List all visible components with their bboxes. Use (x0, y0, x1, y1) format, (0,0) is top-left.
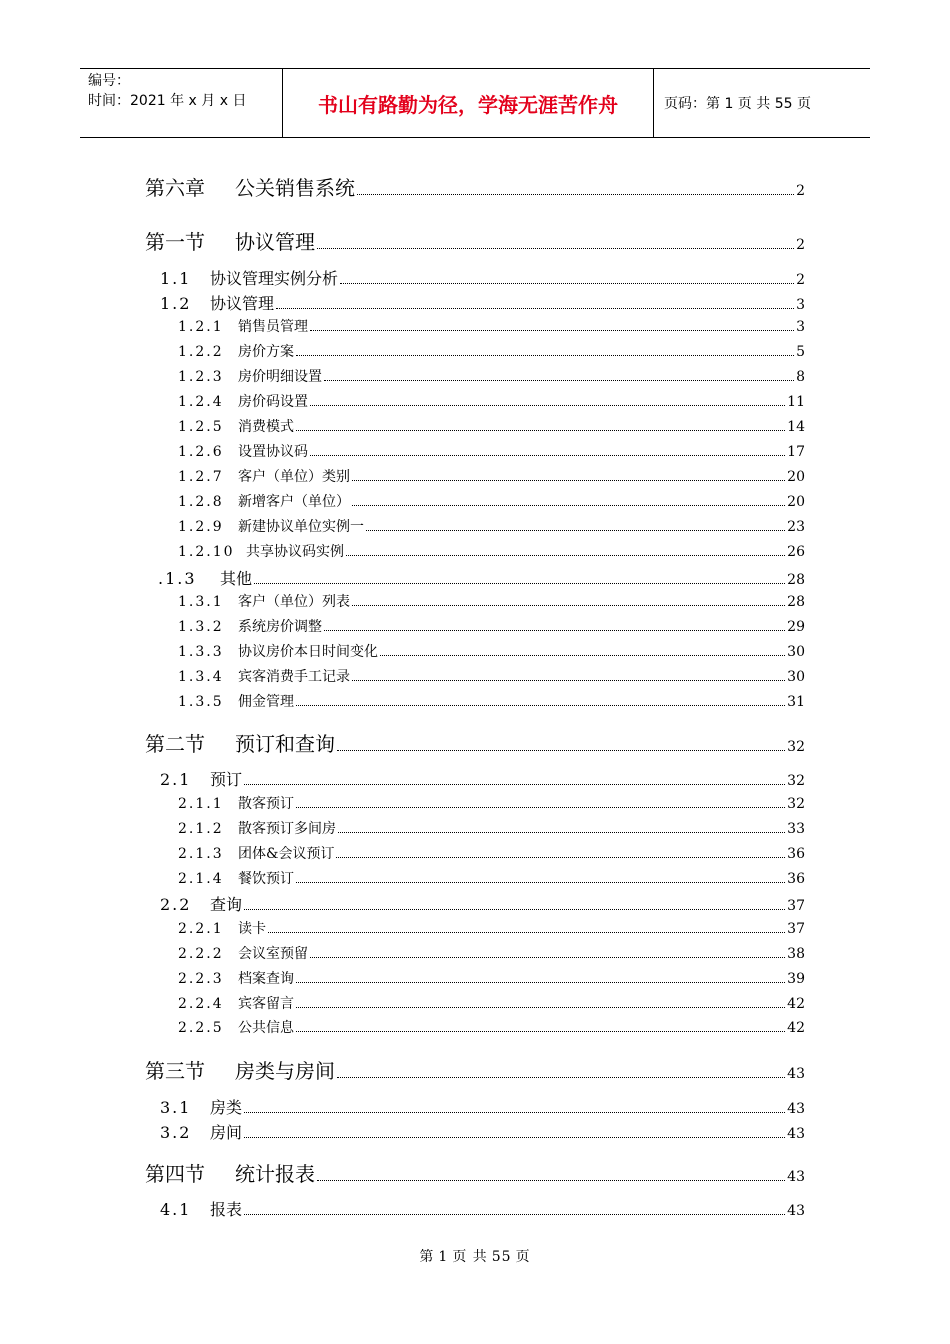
toc-page: 32 (787, 739, 805, 755)
toc-leader (296, 705, 785, 706)
toc-page: 20 (787, 469, 805, 485)
toc-leader (324, 630, 785, 631)
toc-entry[interactable] (178, 818, 805, 838)
footer-page-number: 1 (438, 1249, 449, 1265)
toc-entry[interactable] (178, 968, 805, 988)
toc-leader (296, 430, 785, 431)
toc-title: 房类 (210, 1098, 243, 1117)
toc-entry[interactable] (178, 366, 805, 386)
toc-title: 餐饮预订 (238, 871, 294, 887)
toc-title: 预订 (210, 770, 243, 789)
toc-leader (338, 832, 785, 833)
toc-title: 协议管理实例分析 (210, 269, 339, 288)
footer-middle: 页 共 (452, 1249, 488, 1265)
toc-title: 散客预订多间房 (238, 821, 336, 837)
toc-title: 设置协议码 (238, 444, 308, 460)
toc-entry[interactable] (178, 341, 805, 361)
toc-page: 3 (796, 297, 805, 313)
toc-leader (324, 380, 794, 381)
toc-page: 11 (787, 394, 805, 410)
toc-title: 宾客消费手工记录 (238, 669, 350, 685)
toc-title: 统计报表 (235, 1162, 315, 1186)
toc-entry[interactable] (145, 1055, 805, 1084)
toc-title: 佣金管理 (238, 694, 294, 710)
toc-number: 第六章 (145, 176, 205, 200)
toc-title: 宾客留言 (238, 996, 294, 1012)
toc-leader (268, 932, 785, 933)
toc-number: 第四节 (145, 1162, 205, 1186)
toc-leader (337, 1077, 785, 1078)
toc-number: 1.1 (160, 269, 192, 288)
toc-number: 1.2.5 (178, 419, 224, 435)
toc-entry[interactable] (178, 793, 805, 813)
toc-leader (337, 750, 785, 751)
toc-title: 客户（单位）列表 (238, 594, 350, 610)
toc-number: 2.1 (160, 770, 192, 789)
toc-title: 房类与房间 (235, 1059, 335, 1083)
header-page-info: 页码：第 1 页 共 55 页 (664, 96, 811, 112)
toc-page: 14 (787, 419, 805, 435)
toc-number: 1.2.10 (178, 544, 235, 560)
toc-leader (296, 1007, 785, 1008)
toc-number: 1.2.6 (178, 444, 224, 460)
toc-leader (254, 583, 785, 584)
toc-leader (380, 655, 785, 656)
toc-number: 1.3.4 (178, 669, 224, 685)
toc-page: 43 (787, 1203, 805, 1219)
toc-leader (276, 308, 794, 309)
toc-entry[interactable] (178, 918, 805, 938)
toc-page: 36 (787, 846, 805, 862)
toc-page: 36 (787, 871, 805, 887)
toc-number: 1.3.3 (178, 644, 224, 660)
toc-leader (357, 194, 794, 195)
toc-title: 读卡 (238, 921, 266, 937)
toc-entry[interactable] (158, 566, 805, 589)
toc-title: 新建协议单位实例一 (238, 519, 364, 535)
toc-page: 30 (787, 669, 805, 685)
document-date-label: 时间：2021 年 x 月 x 日 (88, 93, 247, 109)
toc-number: 1.2.3 (178, 369, 224, 385)
toc-entry[interactable] (160, 1197, 805, 1220)
toc-title: 协议管理 (210, 294, 275, 313)
toc-title: 协议房价本日时间变化 (238, 644, 378, 660)
toc-leader (340, 283, 794, 284)
toc-page: 17 (787, 444, 805, 460)
toc-page: 39 (787, 971, 805, 987)
toc-leader (296, 1031, 785, 1032)
toc-title: 房价方案 (238, 344, 294, 360)
toc-leader (310, 330, 794, 331)
toc-leader (244, 909, 785, 910)
toc-page: 37 (787, 921, 805, 937)
toc-page: 43 (787, 1101, 805, 1117)
toc-title: 散客预订 (238, 796, 294, 812)
toc-entry[interactable] (178, 616, 805, 636)
toc-entry[interactable] (160, 291, 805, 314)
toc-entry[interactable] (178, 993, 805, 1013)
toc-title: 团体&会议预订 (238, 846, 335, 862)
toc-title: 房价明细设置 (238, 369, 322, 385)
toc-leader (296, 807, 785, 808)
toc-page: 3 (796, 319, 805, 335)
toc-entry[interactable] (178, 416, 805, 436)
toc-number: .1.3 (158, 569, 197, 588)
toc-leader (296, 882, 785, 883)
toc-entry[interactable] (145, 172, 805, 201)
toc-page: 26 (787, 544, 805, 560)
toc-page: 29 (787, 619, 805, 635)
toc-entry[interactable] (178, 591, 805, 611)
toc-entry[interactable] (178, 641, 805, 661)
toc-leader (244, 1214, 785, 1215)
toc-entry[interactable] (178, 868, 805, 888)
toc-number: 2.2.4 (178, 996, 224, 1012)
toc-leader (317, 1180, 785, 1181)
toc-page: 5 (796, 344, 805, 360)
toc-page: 23 (787, 519, 805, 535)
toc-leader (310, 455, 785, 456)
toc-title: 会议室预留 (238, 946, 308, 962)
toc-entry[interactable] (178, 691, 805, 711)
toc-page: 43 (787, 1066, 805, 1082)
toc-title: 查询 (210, 895, 243, 914)
toc-number: 2.2.2 (178, 946, 224, 962)
toc-leader (366, 530, 785, 531)
toc-number: 4.1 (160, 1200, 192, 1219)
toc-number: 3.1 (160, 1098, 192, 1117)
toc-number: 2.2.1 (178, 921, 224, 937)
toc-number: 1.2.4 (178, 394, 224, 410)
toc-entry[interactable] (178, 316, 805, 336)
toc-entry[interactable] (178, 1017, 805, 1037)
toc-number: 1.2.7 (178, 469, 224, 485)
toc-title: 房价码设置 (238, 394, 308, 410)
toc-entry[interactable] (178, 843, 805, 863)
toc-number: 2.1.4 (178, 871, 224, 887)
toc-entry[interactable] (160, 1095, 805, 1118)
toc-page: 30 (787, 644, 805, 660)
toc-title: 系统房价调整 (238, 619, 322, 635)
toc-number: 1.3.5 (178, 694, 224, 710)
toc-number: 1.2.8 (178, 494, 224, 510)
toc-number: 2.1.2 (178, 821, 224, 837)
toc-leader (310, 405, 785, 406)
toc-number: 第一节 (145, 230, 205, 254)
toc-leader (336, 857, 785, 858)
toc-entry[interactable] (160, 266, 805, 289)
toc-number: 1.3.1 (178, 594, 224, 610)
toc-page: 33 (787, 821, 805, 837)
footer-suffix: 页 (515, 1249, 531, 1265)
toc-page: 42 (787, 996, 805, 1012)
toc-title: 其他 (220, 569, 253, 588)
toc-page: 37 (787, 898, 805, 914)
toc-number: 第三节 (145, 1059, 205, 1083)
toc-page: 2 (796, 237, 805, 253)
toc-page: 38 (787, 946, 805, 962)
toc-leader (346, 555, 785, 556)
toc-page: 43 (787, 1126, 805, 1142)
toc-entry[interactable] (178, 491, 805, 511)
toc-page: 20 (787, 494, 805, 510)
toc-entry[interactable] (178, 516, 805, 536)
toc-title: 协议管理 (235, 230, 315, 254)
toc-title: 新增客户（单位） (238, 494, 350, 510)
toc-leader (296, 982, 785, 983)
toc-entry[interactable] (145, 226, 805, 255)
toc-number: 1.2.9 (178, 519, 224, 535)
page-footer (0, 1246, 950, 1266)
toc-number: 1.2 (160, 294, 192, 313)
toc-leader (352, 680, 785, 681)
toc-number: 2.2.5 (178, 1020, 224, 1036)
toc-entry[interactable] (178, 466, 805, 486)
header-motto: 书山有路勤为径，学海无涯苦作舟 (282, 69, 654, 137)
toc-page: 28 (787, 594, 805, 610)
toc-page: 2 (796, 272, 805, 288)
toc-page: 8 (796, 369, 805, 385)
toc-entry[interactable] (160, 892, 805, 915)
toc-title: 预订和查询 (235, 732, 335, 756)
toc-entry[interactable] (178, 666, 805, 686)
toc-title: 房间 (210, 1123, 243, 1142)
toc-number: 2.2 (160, 895, 192, 914)
toc-entry[interactable] (145, 728, 805, 757)
toc-leader (244, 1137, 785, 1138)
toc-title: 销售员管理 (238, 319, 308, 335)
toc-page: 28 (787, 572, 805, 588)
toc-page: 31 (787, 694, 805, 710)
toc-title: 档案查询 (238, 971, 294, 987)
toc-entry[interactable] (178, 391, 805, 411)
toc-leader (296, 355, 794, 356)
toc-leader (244, 784, 785, 785)
toc-number: 2.1.3 (178, 846, 224, 862)
toc-title: 客户（单位）类别 (238, 469, 350, 485)
toc-title: 报表 (210, 1200, 243, 1219)
toc-entry[interactable] (145, 1158, 805, 1187)
toc-number: 1.2.1 (178, 319, 224, 335)
footer-total-pages: 55 (491, 1249, 512, 1265)
toc-number: 2.2.3 (178, 971, 224, 987)
toc-page: 32 (787, 773, 805, 789)
toc-leader (352, 505, 785, 506)
toc-page: 2 (796, 183, 805, 199)
toc-leader (244, 1112, 785, 1113)
toc-leader (352, 480, 785, 481)
toc-page: 42 (787, 1020, 805, 1036)
toc-number: 第二节 (145, 732, 205, 756)
toc-leader (310, 957, 785, 958)
toc-entry[interactable] (178, 541, 805, 561)
toc-title: 公关销售系统 (235, 176, 355, 200)
document-number-label: 编号： (88, 73, 130, 89)
toc-title: 共享协议码实例 (246, 544, 344, 560)
toc-title: 消费模式 (238, 419, 294, 435)
toc-number: 2.1.1 (178, 796, 224, 812)
toc-entry[interactable] (178, 943, 805, 963)
toc-entry[interactable] (160, 767, 805, 790)
toc-title: 公共信息 (238, 1020, 294, 1036)
toc-leader (352, 605, 785, 606)
toc-page: 32 (787, 796, 805, 812)
toc-number: 1.2.2 (178, 344, 224, 360)
toc-number: 1.3.2 (178, 619, 224, 635)
toc-entry[interactable] (178, 441, 805, 461)
toc-entry[interactable] (160, 1120, 805, 1143)
toc-page: 43 (787, 1169, 805, 1185)
toc-number: 3.2 (160, 1123, 192, 1142)
footer-prefix: 第 (419, 1249, 435, 1265)
toc-leader (317, 248, 794, 249)
